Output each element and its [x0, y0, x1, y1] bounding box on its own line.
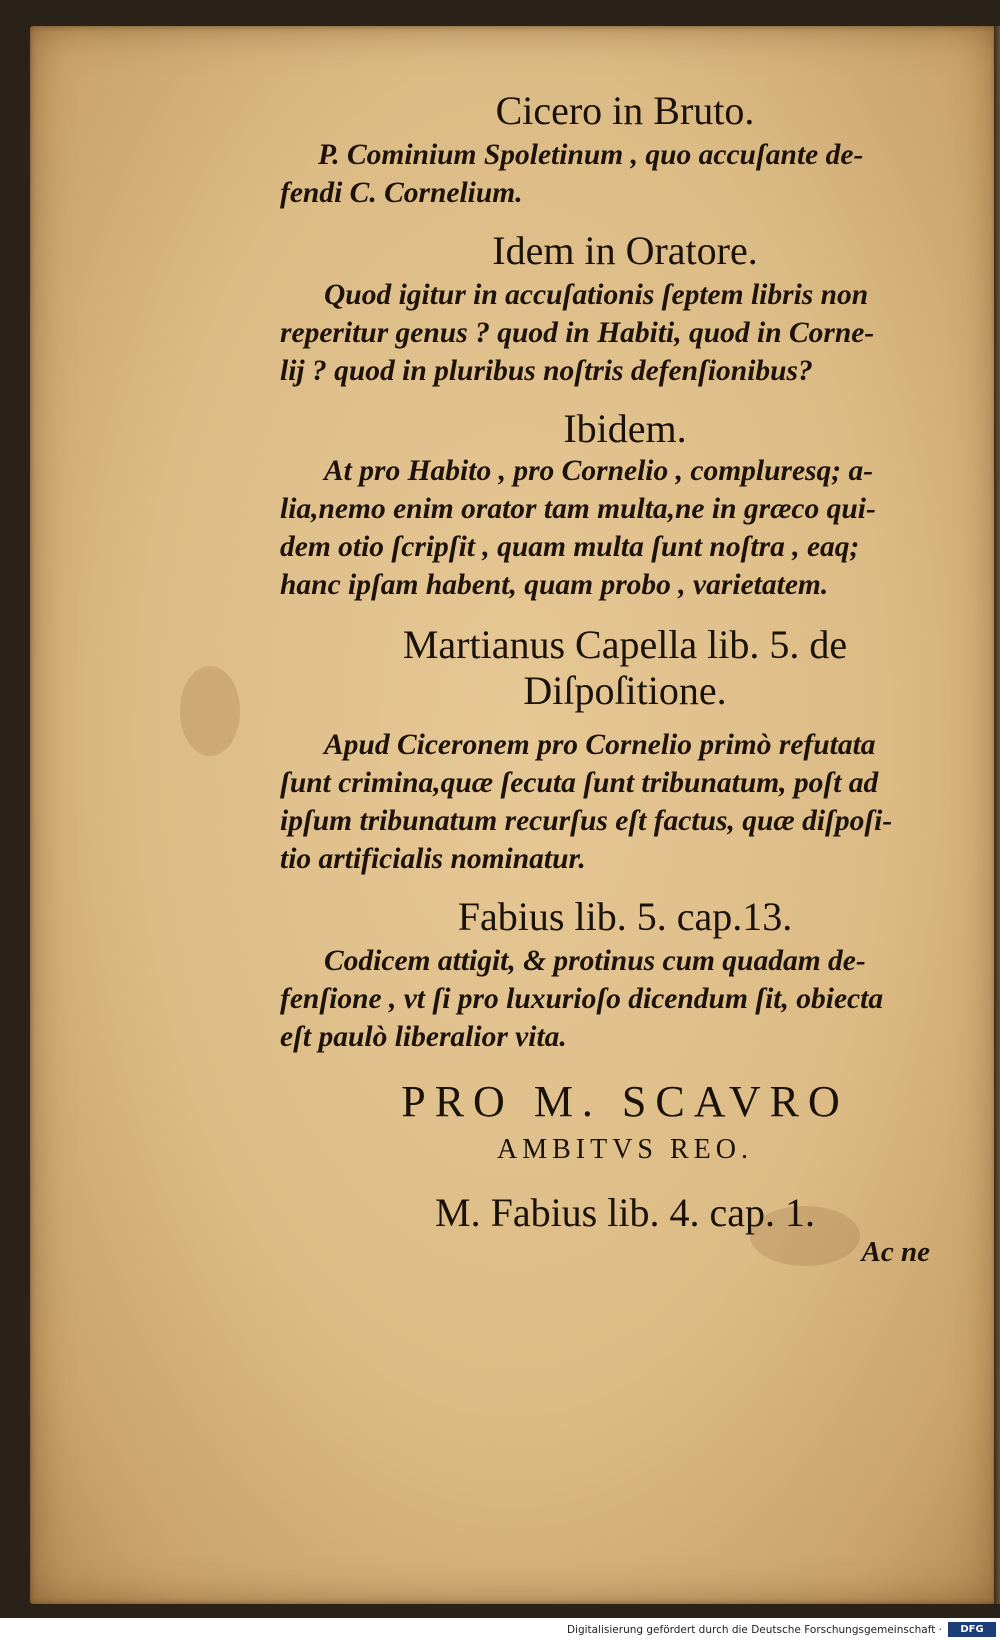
- section-heading: Cicero in Bruto.: [495, 88, 755, 133]
- text-line: P. Cominium Spoletinum , quo accuſante de-: [318, 139, 864, 171]
- section-heading: Martianus Capella lib. 5. de: [402, 622, 848, 667]
- page-edge: [994, 26, 1000, 1604]
- section-heading: Ibidem.: [563, 406, 687, 451]
- text-line: ſunt crimina,quæ ſecuta ſunt tribunatum, poſt ad: [280, 767, 879, 799]
- oration-subtitle: AMBITVS REO.: [496, 1134, 753, 1165]
- footer-bar: [0, 1618, 1000, 1641]
- section-body: [280, 136, 970, 212]
- text-line: fendi C. Cornelium.: [280, 177, 523, 209]
- funding-credit: Digitalisierung gefördert durch die Deutsche Forschungsgemeinschaft ·: [566, 1624, 942, 1636]
- text-line: fenſione , vt ſi pro luxurioſo dicendum ſit, obiecta: [280, 983, 884, 1015]
- catchword: Ac ne: [861, 1236, 930, 1268]
- section-body: [280, 452, 970, 604]
- section-body: [280, 942, 970, 1056]
- text-line: hanc ipſam habent, quam probo , varietatem.: [280, 569, 829, 601]
- text-line: dem otio ſcripſit , quam multa ſunt noſtra , eaq;: [280, 531, 860, 563]
- oration-title: PRO M. SCAVRO: [401, 1077, 849, 1126]
- text-line: At pro Habito , pro Cornelio , compluresq; a-: [324, 455, 874, 487]
- section-heading: Idem in Oratore.: [492, 228, 758, 273]
- section-body: [280, 276, 970, 390]
- text-line: Quod igitur in accuſationis ſeptem libris non: [324, 279, 869, 311]
- section-body: [280, 726, 970, 878]
- text-line: Codicem attigit, & protinus cum quadam de-: [324, 945, 866, 977]
- section-heading-continued: Diſpoſitione.: [523, 668, 727, 713]
- page-stain: [180, 666, 240, 756]
- section-heading: M. Fabius lib. 4. cap. 1.: [435, 1190, 815, 1235]
- text-line: tio artificialis nominatur.: [280, 843, 586, 875]
- text-line: eſt paulò liberalior vita.: [280, 1021, 567, 1053]
- text-line: reperitur genus ? quod in Habiti, quod in Corne-: [280, 317, 875, 349]
- text-line: Apud Ciceronem pro Cornelio primò refutata: [324, 729, 876, 761]
- section-heading: Fabius lib. 5. cap.13.: [457, 894, 793, 939]
- dfg-logo: DFG: [948, 1622, 996, 1637]
- text-line: lij ? quod in pluribus noſtris defenſionibus?: [280, 355, 813, 387]
- text-line: lia,nemo enim orator tam multa,ne in græco qui-: [280, 493, 876, 525]
- text-line: ipſum tribunatum recurſus eſt factus, quæ diſpoſi-: [280, 805, 893, 837]
